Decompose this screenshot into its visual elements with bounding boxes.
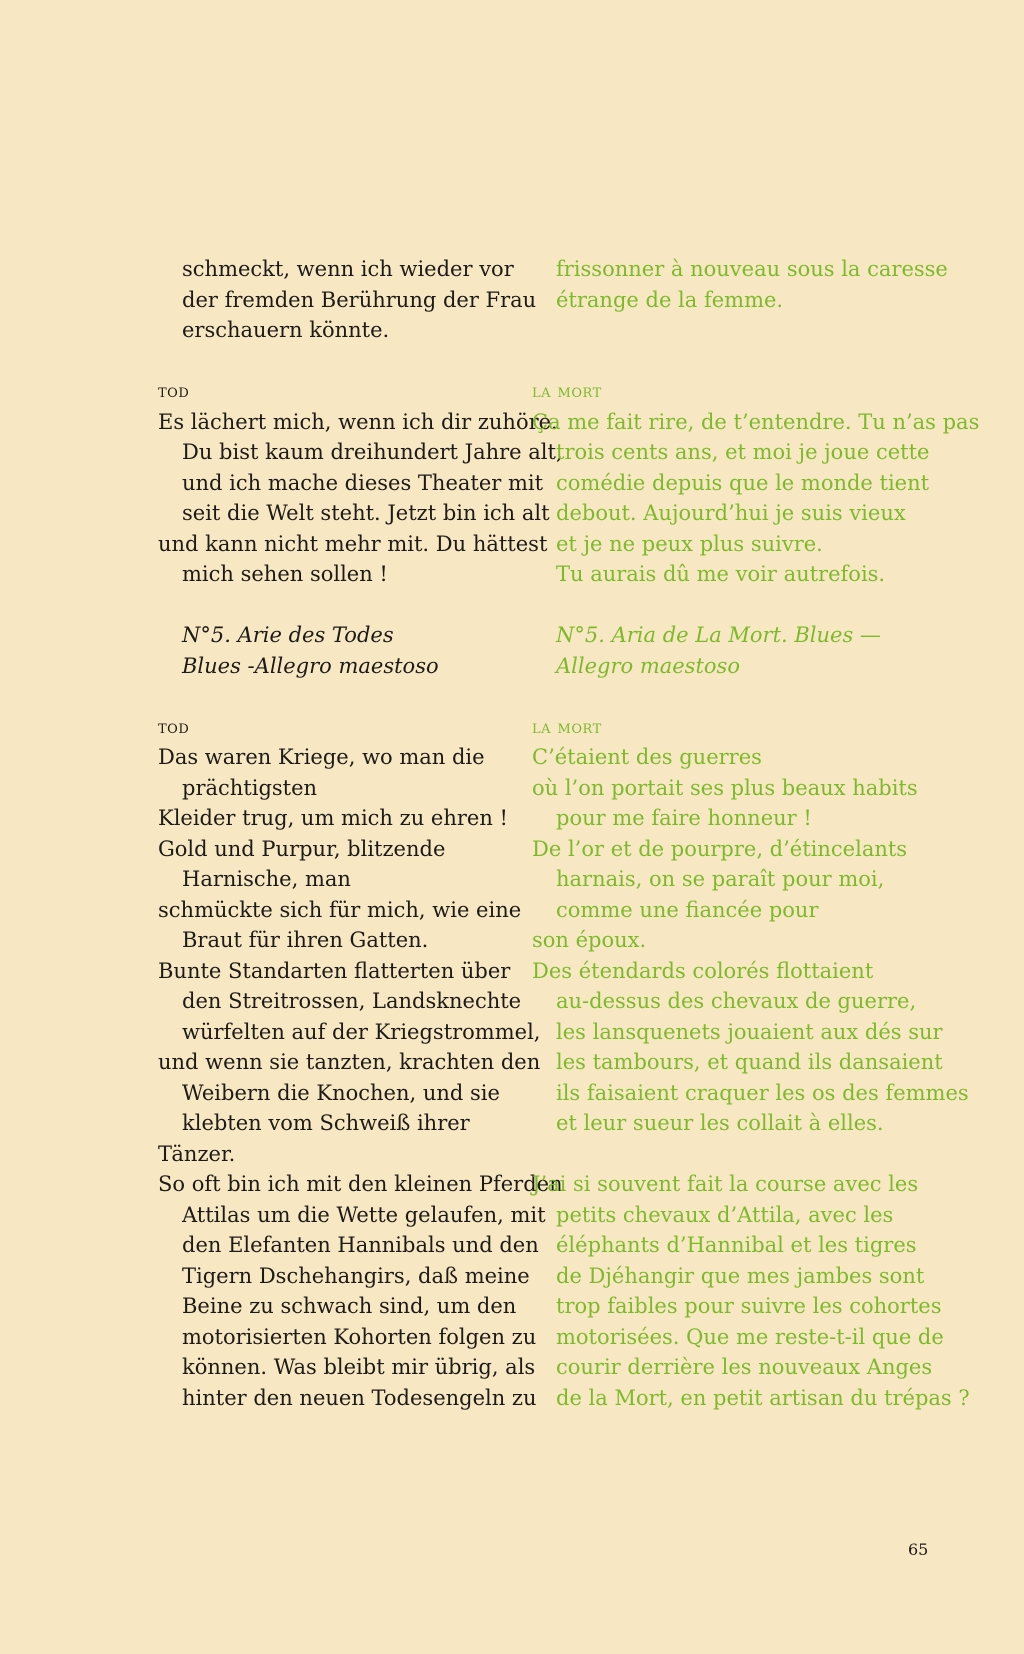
german-number-subheading: Blues -Allegro maestoso	[182, 653, 439, 678]
german-speech-line: und ich mache dieses Theater mit	[182, 470, 544, 495]
french-number-subheading: Allegro maestoso	[556, 653, 740, 678]
french-aria-line: J’ai si souvent fait la course avec les	[532, 1172, 919, 1196]
german-aria-line: Tänzer.	[158, 1141, 236, 1166]
french-aria-line: éléphants d’Hannibal et les tigres	[556, 1233, 917, 1257]
german-speaker-label: tod	[158, 380, 190, 402]
french-speaker-label: la mort	[532, 715, 602, 738]
german-aria-line: Kleider trug, um mich zu ehren !	[158, 806, 508, 830]
german-aria-line: motorisierten Kohorten folgen zu	[182, 1324, 537, 1349]
german-aria-line: den Streitrossen, Landsknechte	[182, 989, 522, 1013]
french-aria-line: C’étaient des guerres	[532, 745, 762, 769]
german-aria-line: Gold und Purpur, blitzende	[158, 836, 446, 861]
german-aria-line: So oft bin ich mit den kleinen Pferden	[158, 1172, 563, 1196]
german-aria-line: hinter den neuen Todesengeln zu	[182, 1385, 537, 1410]
french-aria-line: De l’or et de pourpre, d’étincelants	[532, 836, 908, 861]
german-aria-line: Tigern Dschehangirs, daß meine	[182, 1263, 530, 1288]
german-aria-line: können. Was bleibt mir übrig, als	[182, 1355, 536, 1379]
german-aria-line: den Elefanten Hannibals und den	[182, 1233, 539, 1257]
french-intro-line: étrange de la femme.	[556, 287, 784, 312]
german-intro-line: erschauern könnte.	[182, 318, 390, 342]
french-aria-line: où l’on portait ses plus beaux habits	[532, 775, 918, 800]
french-aria-line: son époux.	[532, 928, 647, 952]
german-aria-line: würfelten auf der Kriegstrommel,	[182, 1019, 541, 1044]
german-aria-line: schmückte sich für mich, wie eine	[158, 897, 522, 922]
page-number: 65	[908, 1540, 929, 1559]
french-speaker-label: la mort	[532, 380, 602, 402]
german-aria-line: prächtigsten	[182, 775, 318, 800]
french-speech-line: comédie depuis que le monde tient	[556, 470, 930, 495]
french-aria-line: les tambours, et quand ils dansaient	[556, 1050, 943, 1074]
french-aria-line: petits chevaux d’Attila, avec les	[556, 1202, 894, 1227]
french-aria-line: ils faisaient craquer les os des femmes	[556, 1080, 969, 1105]
german-speech-line: mich sehen sollen !	[182, 562, 388, 586]
french-aria-line: les lansquenets jouaient aux dés sur	[556, 1019, 943, 1044]
french-speech-line: Tu aurais dû me voir autrefois.	[556, 562, 886, 586]
french-aria-line: courir derrière les nouveaux Anges	[556, 1355, 933, 1379]
german-aria-line: Braut für ihren Gatten.	[182, 928, 429, 952]
french-speech-line: trois cents ans, et moi je joue cette	[556, 440, 930, 464]
german-aria-line: klebten vom Schweiß ihrer	[182, 1111, 470, 1135]
german-speech-line: Du bist kaum dreihundert Jahre alt,	[182, 440, 563, 464]
french-aria-line: comme une fiancée pour	[556, 897, 819, 922]
french-speech-line: et je ne peux plus suivre.	[556, 531, 823, 556]
german-column	[158, 254, 563, 1413]
french-aria-line: trop faibles pour suivre les cohortes	[556, 1294, 942, 1318]
german-aria-line: Harnische, man	[182, 867, 351, 891]
german-speech-line: Es lächert mich, wenn ich dir zuhöre.	[158, 409, 558, 434]
german-aria-line: Beine zu schwach sind, um den	[182, 1294, 517, 1318]
french-aria-line: harnais, on se paraît pour moi,	[556, 867, 885, 891]
german-aria-line: Attilas um die Wette gelaufen, mit	[182, 1202, 546, 1227]
french-aria-line: au-dessus des chevaux de guerre,	[556, 989, 917, 1013]
german-aria-line: Das waren Kriege, wo man die	[158, 745, 485, 769]
german-aria-line: und wenn sie tanzten, krachten den	[158, 1050, 541, 1074]
french-aria-line: de Djéhangir que mes jambes sont	[556, 1263, 925, 1288]
french-speech-line: debout. Aujourd’hui je suis vieux	[556, 501, 906, 525]
french-speech-line: Ça me fait rire, de t’entendre. Tu n’as pas	[532, 409, 980, 434]
french-aria-line: de la Mort, en petit artisan du trépas ?	[556, 1385, 970, 1410]
french-column	[532, 254, 980, 1413]
french-intro-line: frissonner à nouveau sous la caresse	[556, 257, 948, 281]
german-aria-line: Bunte Standarten flatterten über	[158, 958, 511, 983]
french-number-heading: N°5. Aria de La Mort. Blues —	[556, 623, 881, 647]
german-speech-line: und kann nicht mehr mit. Du hättest	[158, 531, 548, 556]
german-speaker-label: tod	[158, 715, 190, 738]
french-aria-line: motorisées. Que me reste-t-il que de	[556, 1324, 944, 1349]
german-intro-line: der fremden Berührung der Frau	[182, 287, 537, 312]
french-aria-line: et leur sueur les collait à elles.	[556, 1111, 884, 1135]
french-aria-line: Des étendards colorés flottaient	[532, 958, 874, 983]
german-intro-line: schmeckt, wenn ich wieder vor	[182, 257, 514, 281]
french-aria-line: pour me faire honneur !	[556, 806, 812, 830]
german-speech-line: seit die Welt steht. Jetzt bin ich alt	[182, 501, 550, 525]
german-aria-line: Weibern die Knochen, und sie	[182, 1080, 500, 1105]
german-number-heading: N°5. Arie des Todes	[182, 623, 394, 647]
